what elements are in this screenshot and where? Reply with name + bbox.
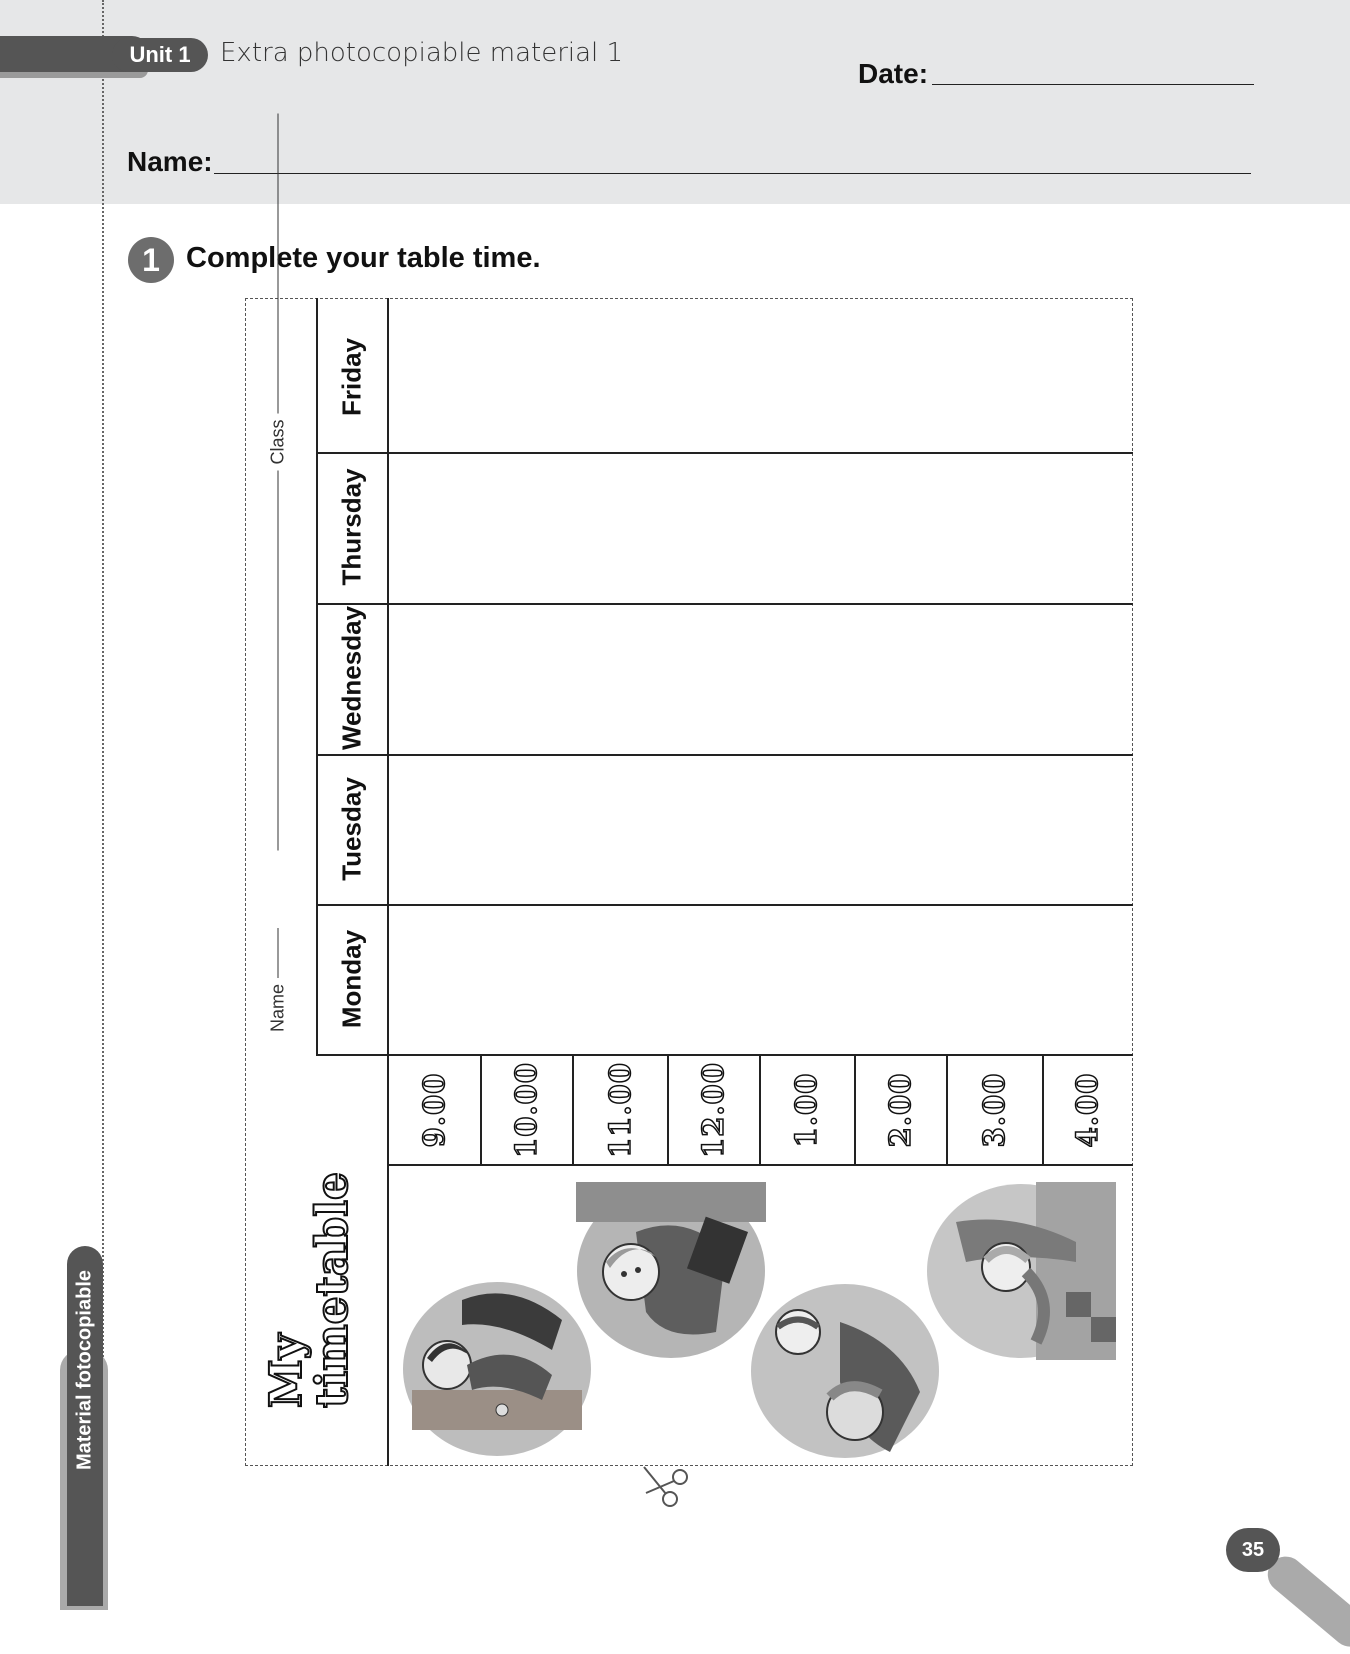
grid-line — [480, 1054, 482, 1164]
grid-line — [572, 1054, 574, 1164]
grid-line — [667, 1054, 669, 1164]
illustration-boy-with-ball — [750, 1282, 940, 1460]
time-label: 3.00 — [977, 1072, 1011, 1148]
date-field[interactable] — [932, 84, 1254, 85]
time-label: 12.00 — [696, 1062, 730, 1158]
grid-line — [316, 603, 1133, 605]
grid-line — [316, 754, 1133, 756]
grid-line — [387, 1164, 1133, 1166]
grid-line — [1042, 1054, 1044, 1164]
grid-line — [854, 1054, 856, 1164]
side-tab-label: Material fotocopiable — [73, 1269, 96, 1471]
time-label: 1.00 — [789, 1072, 823, 1148]
exercise-instruction: Complete your table time. — [186, 242, 541, 274]
timetable-class-label: Class — [267, 419, 288, 465]
name-label: Name: — [127, 146, 213, 177]
timetable-name-label: Name — [267, 983, 288, 1033]
time-label: 11.00 — [603, 1062, 637, 1158]
day-monday: Monday — [336, 929, 367, 1029]
grid-line — [316, 298, 318, 1054]
timetable-title: My timetable — [261, 1172, 358, 1408]
grid-line — [387, 298, 389, 1466]
time-label: 10.00 — [509, 1062, 543, 1158]
timetable-name-field[interactable] — [268, 928, 289, 1032]
day-thursday: Thursday — [336, 468, 367, 586]
day-friday: Friday — [336, 337, 367, 417]
exercise-number: 1 — [128, 237, 174, 283]
name-field[interactable] — [214, 173, 1251, 174]
illustration-girl-sleeping-at-desk — [402, 1280, 592, 1458]
illustration-boy-with-book — [576, 1182, 766, 1360]
page-number: 35 — [1226, 1528, 1280, 1572]
day-wednesday: Wednesday — [336, 605, 367, 751]
time-label: 9.00 — [417, 1072, 451, 1148]
time-label: 2.00 — [883, 1072, 917, 1148]
grid-line — [759, 1054, 761, 1164]
illustration-girl-waving — [926, 1182, 1116, 1360]
grid-line — [946, 1054, 948, 1164]
grid-line — [316, 452, 1133, 454]
date-label: Date: — [858, 58, 929, 89]
timetable-class-field[interactable] — [268, 113, 289, 850]
grid-line — [316, 904, 1133, 906]
unit-label: Unit 1 — [112, 38, 208, 72]
time-label: 4.00 — [1070, 1072, 1104, 1148]
day-tuesday: Tuesday — [336, 777, 367, 881]
page-title: Extra photocopiable material 1 — [220, 38, 624, 68]
scissors-icon — [640, 1463, 692, 1511]
grid-line — [316, 1054, 1133, 1056]
